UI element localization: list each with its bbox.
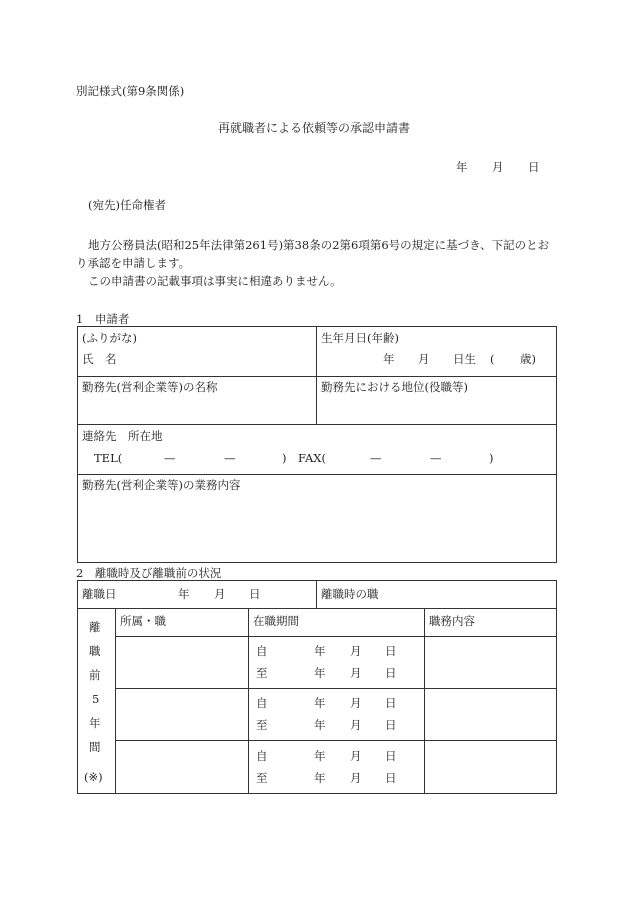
period-to: 至 [256,771,268,785]
vertical-char: 離 [89,620,101,634]
tel-dash-2: — [224,451,236,465]
period-from: 自 [256,696,268,710]
age-close: 歳) [520,352,536,366]
period-year: 年 [314,749,326,763]
business-label: 勤務先(営利企業等)の業務内容 [82,478,241,492]
tel-label: TEL( [94,451,123,465]
period-year: 年 [314,718,326,732]
fax-dash-2: — [430,451,442,465]
retire-month: 月 [214,587,226,601]
vertical-char: 5 [92,692,100,706]
birth-month: 月 [418,352,430,366]
period-year: 年 [314,644,326,658]
period-day: 日 [385,696,397,710]
position-label: 勤務先における地位(役職等) [321,380,468,394]
body-para1-line1: 地方公務員法(昭和25年法律第261号)第38条の2第6項第6号の規定に基づき、下記のとお [88,238,550,252]
period-day: 日 [385,666,397,680]
period-month: 月 [350,771,362,785]
period-to: 至 [256,718,268,732]
fax-label: ) FAX( [282,451,326,465]
vertical-char: 前 [89,668,101,682]
fax-dash-1: — [370,451,382,465]
retire-day: 日 [249,587,261,601]
form-label: 別記様式(第9条関係) [76,84,185,98]
period-day: 日 [385,771,397,785]
date-day: 日 [528,160,540,174]
col-period: 在職期間 [253,614,299,628]
vertical-char: 職 [89,644,101,658]
vertical-char: (※) [84,770,103,784]
retire-date-label: 離職日 [82,587,117,601]
period-year: 年 [314,771,326,785]
period-day: 日 [385,718,397,732]
name-label: 氏 名 [82,352,117,366]
period-from: 自 [256,749,268,763]
retire-position-label: 離職時の職 [321,587,379,601]
period-month: 月 [350,696,362,710]
employer-name-label: 勤務先(営利企業等)の名称 [82,380,218,394]
age-open: ( [490,352,495,366]
section2-heading: 2 離職時及び離職前の状況 [76,566,222,580]
col-affiliation: 所属・職 [120,614,166,628]
vertical-char: 年 [89,716,101,730]
body-para2: この申請書の記載事項は事実に相違ありません。 [88,274,342,288]
page-title: 再就職者による依頼等の承認申請書 [218,121,411,135]
date-month: 月 [492,160,504,174]
furigana-label: (ふりがな) [82,331,137,345]
contact-label: 連絡先 所在地 [82,429,163,443]
tel-dash-1: — [164,451,176,465]
period-month: 月 [350,666,362,680]
period-day: 日 [385,644,397,658]
birth-year: 年 [383,352,395,366]
period-from: 自 [256,644,268,658]
vertical-char: 間 [89,740,101,754]
period-month: 月 [350,718,362,732]
fax-close: ) [489,451,494,465]
birth-day: 日生 [453,352,476,366]
period-day: 日 [385,749,397,763]
birth-label: 生年月日(年齢) [321,331,399,345]
period-month: 月 [350,644,362,658]
body-para1-line2: り承認を申請します。 [76,256,191,270]
period-month: 月 [350,749,362,763]
addressee: (宛先)任命権者 [88,198,166,212]
period-year: 年 [314,696,326,710]
date-year: 年 [456,160,468,174]
col-duties: 職務内容 [429,614,475,628]
period-year: 年 [314,666,326,680]
section1-heading: 1 申請者 [76,312,130,326]
period-to: 至 [256,666,268,680]
retire-year: 年 [178,587,190,601]
